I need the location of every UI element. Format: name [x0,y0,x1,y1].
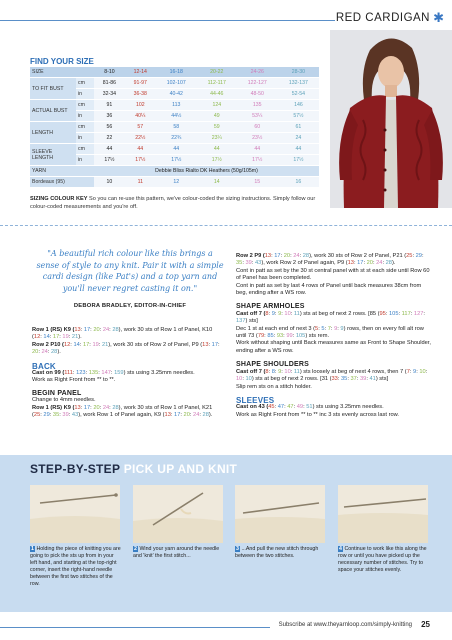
begin-row1: Row 1 (RS) K9 (13: 17: 20: 24: 28), work 30 sts of Row 1 of Panel, K21 (25: 29: 35: 39: 43), work Row 1 of Panel again, K9 (13: 17: 20: 24: 28). [32,404,213,419]
unit: cm [76,100,94,111]
cell: 12 [156,177,197,188]
yarn-value: Debbie Bliss Rialto DK Heathers (50g/105m) [94,166,319,177]
step-photo-4 [338,485,428,543]
size-val: 24 [193,412,200,419]
size-val: 17 [274,253,281,259]
knitting-step-2-image [133,485,223,543]
unit: in [76,133,94,144]
size-val: 79 [257,333,265,340]
size-val: 47 [287,404,294,411]
size-val: 11 [293,310,300,317]
step-text: ...And pull the new stitch through between the two stitches. [235,546,319,559]
size-col: 12-14 [125,67,156,78]
cell: 16 [278,177,319,188]
step-number: 3 [236,546,239,552]
begin-panel-heading: BEGIN PANEL [32,389,82,397]
sleeves-2: Work as Right Front from ** to ** inc 3 sts evenly across last row. [236,411,399,418]
size-val: 20 [366,260,373,267]
size-val: 7 [406,368,410,375]
step-number: 2 [134,546,137,552]
size-val: 29 [415,253,422,259]
table-row [30,122,319,133]
size-val: 43 [255,260,262,267]
step-number: 4 [339,546,342,552]
size-val: 12 [33,334,41,341]
unit: cm [76,78,94,89]
size-val: 17 [357,260,364,267]
size-val: 17 [211,341,218,348]
arm1-pre: Cast off 7 ( [236,310,266,317]
cell: 44 [278,144,319,155]
size-val: 28 [112,327,119,333]
back-cast-on: Cast on 99 (111: 123: 135: 147: 159) sts using 3.25mm needles. [32,370,195,377]
right-row2-mid2: ), work Row 2 of Panel again, P9 ( [261,260,348,267]
size-val: 28 [385,260,392,267]
cell: 32-34 [94,89,125,100]
model-photo [330,30,452,208]
size-val: 105 [389,310,399,317]
cell: 23¼ [197,133,237,144]
size-val: 37 [350,376,357,383]
cell: 44 [94,144,125,155]
size-val: 28 [302,253,310,259]
page-number: 25 [421,620,430,629]
size-val: 35 [236,260,243,267]
size-val: 19 [92,341,99,348]
cell: 17½ [278,155,319,166]
cell: 112-117 [197,78,237,89]
size-val: 29 [43,412,50,419]
knitting-step-3-image [235,485,325,543]
size-val: 28 [202,412,209,419]
arm2-mid: ) rows, then on every foll alt row until 73 ( [236,325,424,340]
step-photo-1 [30,485,120,543]
row2-pre: Row 2 P10 ( [32,341,64,348]
cell: 52-54 [278,89,319,100]
cont-panel-2: Cont in patt as set by last 4 rows of Panel until back measures 38cm from beg, ending after a WS row. [236,282,422,297]
size-header-row [30,67,319,78]
size-val: 28 [51,349,58,356]
star-icon: ✱ [433,10,444,25]
cell: 44-46 [197,89,237,100]
size-col: 28-30 [278,67,319,78]
find-your-size-heading: FIND YOUR SIZE [30,57,94,66]
size-val: 10 [284,310,291,317]
cell: 122-127 [237,78,278,89]
size-val: 10 [419,368,426,375]
sbs-title-a: STEP-BY-STEP [30,462,121,476]
shape-armholes-heading: SHAPE ARMHOLES [236,303,305,311]
sh1-post: ) sts] [375,376,389,383]
size-val: 147 [101,370,111,377]
cell: 23½ [237,133,278,144]
begin-row1-mid2: ), work Row 1 of Panel again, K9 ( [78,412,165,419]
row-label: LENGTH [30,122,76,144]
size-val: 28 [112,404,119,411]
right-row2-mid: ), work 30 sts of Row 2 of Panel, P21 ( [309,253,407,259]
size-val: 13 [347,260,354,267]
size-val: 47 [277,404,285,411]
cell: 53¼ [237,111,278,122]
cell: 102-107 [156,78,197,89]
step-photo-2 [133,485,223,543]
cell: 49 [197,111,237,122]
armholes-1: Cast off 7 (8: 9: 9: 10: 11) sts at beg of next 2 rows. [85 (95: 105: 117: 127: 137) sts] [236,310,426,325]
right-row2-pre: Row 2 P9 ( [236,253,265,259]
page-title: RED CARDIGAN [335,12,430,24]
size-val: 43 [71,412,79,419]
step-caption-3 [235,546,327,560]
size-col: 24-26 [237,67,278,78]
size-val: 7 [327,325,331,332]
knitting-step-1-image [30,485,120,543]
size-val: 105 [295,333,306,340]
size-col: 20-22 [197,67,237,78]
sizing-key-heading: SIZING COLOUR KEY [30,196,88,202]
cell: 11 [125,177,156,188]
size-val: 10 [245,376,252,383]
size-val: 17 [83,404,91,411]
size-val: 135 [88,370,99,377]
size-val: 35 [52,412,60,419]
cell: 48-50 [237,89,278,100]
size-val: 24 [293,253,300,259]
size-val: 51 [306,404,313,411]
step-text: Wind your yarn around the needle and 'knit' the first stitch... [133,546,220,559]
begin-row1-pre: Row 1 (RS) K9 ( [32,404,75,411]
size-val: 20 [183,412,190,419]
cont-panel-1: Cont in patt as set by the 30 st central panel with st st each side until Row 60 of Panel has been completed. [236,267,430,282]
armholes-2: Dec 1 st at each end of next 3 (5: 5: 7: 9: 9) rows, then on every foll alt row until 73 (79: 85: 93: 99: 105) sts rem. [236,325,424,340]
size-val: 13 [164,412,171,419]
size-col: 8-10 [94,67,125,78]
row1-instruction: Row 1 (RS) K9 (13: 17: 20: 24: 28), work 30 sts of Row 1 of Panel, K10 (12: 14: 17: 19: 21). [32,327,213,341]
knitting-step-4-image [338,485,428,543]
size-val: 93 [276,333,284,340]
size-val: 13 [264,253,272,259]
back-post: ) sts using 3.25mm needles. [123,370,195,377]
size-val: 9 [271,310,275,317]
cell: 17½ [94,155,125,166]
left-column [32,327,222,419]
size-val: 24 [102,327,110,333]
size-val: 13 [74,404,81,411]
cell: 58 [156,122,197,133]
size-val: 9 [413,368,417,375]
right-column [236,253,432,419]
size-val: 13 [202,341,209,348]
size-val: 10 [236,376,243,383]
step-number: 1 [31,546,34,552]
row-label: SLEEVE LENGTH [30,144,76,166]
step-photo-3 [235,485,325,543]
size-val: 9 [340,325,344,332]
sleeves-heading: SLEEVES [236,395,275,405]
cell: 91 [94,100,125,111]
footer-rule [0,627,270,628]
size-val: 14 [73,341,80,348]
cell: 44 [125,144,156,155]
size-val: 35 [341,376,348,383]
arm2-post: ) sts rem. [305,333,330,340]
size-val: 11 [293,368,300,375]
step-text: Continue to work like this along the row or until you have picked up the necessary number of stitches. Try to space your stitches evenly. [338,546,427,573]
size-val: 8 [265,310,269,317]
step-caption-4 [338,546,430,574]
header-rule [0,20,335,21]
size-val: 10 [284,368,291,375]
cell: 44 [156,144,197,155]
size-val: 159 [114,370,124,377]
sl1-post: ) sts using 3.25mm needles. [312,404,384,411]
sh1-mid: ) sts loosely at beg of next 4 rows, then 7 ( [299,368,407,375]
table-row [30,177,319,188]
cell: 15 [237,177,278,188]
cell: 14 [197,177,237,188]
size-val: 25 [406,253,413,259]
size-val: 5 [315,325,319,332]
size-val: 9 [278,368,282,375]
sizing-key-text: So you can re-use this pattern, we've colour-coded the sizing instructions. Simply follow our colour-coded measurements and you're off. [30,196,316,210]
table-row [30,78,319,89]
step-caption-2 [133,546,225,560]
unit: cm [76,122,94,133]
size-val: 17 [52,334,60,341]
size-val: 17 [174,412,181,419]
step-text: Holding the piece of knitting you are going to pick the sts up from in your left hand, and starting at the top-right corner, insert the right-hand needle between the first two stitches of the row. [30,546,121,587]
arm1-mid: ) sts at beg of next 2 rows. [85 ( [299,310,380,317]
cell: 102 [125,100,156,111]
editor-quote: "A beautiful rich colour like this brings a sense of style to any knit. Pair it with a simple cardi design (like Pat's) and a top yarn and you'll never regret casting it on." [36,249,224,293]
size-val: 127 [413,310,424,317]
cell: 44½ [156,111,197,122]
yarn-label: YARN [30,166,94,177]
step-caption-1 [30,546,122,588]
quote-attribution: DEBORA BRADLEY, EDITOR-IN-CHIEF [73,303,187,309]
row-label: ACTUAL BUST [30,100,76,122]
row1-post: ), work 30 sts of Row 1 of Panel, K10 ( [32,327,213,341]
cell: 44 [197,144,237,155]
cell: 40¼ [125,111,156,122]
cell: 22 [94,133,125,144]
size-val: 20 [93,404,100,411]
woman-in-red-cardigan-image [330,30,452,208]
size-val: 123 [76,370,86,377]
size-val: 20 [32,349,39,356]
cell: 57½ [278,111,319,122]
sizing-colour-key [30,196,322,211]
size-val: 8 [271,368,275,375]
size-val: 24 [102,404,110,411]
cell: 17½ [125,155,156,166]
armholes-3: Work without shaping until Back measures same as Front to Shape Shoulder, ending after a WS row. [236,340,431,354]
size-val: 14 [43,334,50,341]
unit: in [76,155,94,166]
cell: 57 [125,122,156,133]
cell: 22¾ [156,133,197,144]
size-val: 20 [93,327,100,333]
cell: 113 [156,100,197,111]
cell: 59 [197,122,237,133]
cell: 10 [94,177,125,188]
back-work-as: Work as Right Front from ** to **. [32,377,116,384]
size-val: 25 [33,412,41,419]
right-row2: Row 2 P9 (13: 17: 20: 24: 28), work 30 sts of Row 2 of Panel, P21 (25: 29: 35: 39: 43), work Row 2 of Panel again, P9 (13: 17: 20: 24: 28). [236,253,424,267]
size-val: 33 [331,376,338,383]
begin-change-needles: Change to 4mm needles. [32,397,96,404]
cell: 40-42 [156,89,197,100]
size-val: 24 [376,260,383,267]
back-heading: BACK [32,361,56,371]
unit: in [76,111,94,122]
subscribe-link[interactable]: Subscribe at www.theyarnloop.com/simply-knitting [278,622,412,628]
size-val: 95 [379,310,386,317]
size-table [30,67,319,188]
cell: 36 [94,111,125,122]
cell: 146 [278,100,319,111]
sl1-pre: Cast on 43 ( [236,404,269,411]
cell: 56 [94,122,125,133]
cell: 132-137 [278,78,319,89]
size-val: 12 [63,341,71,348]
cell: 124 [197,100,237,111]
shoulders-2: Slip rem sts on a stitch holder. [236,383,312,390]
size-val: 9 [334,325,338,332]
cell: 60 [237,122,278,133]
size-val: 111 [64,370,73,377]
cell: 24 [278,133,319,144]
cell: 17½ [237,155,278,166]
cell: 22½ [125,133,156,144]
size-val: 17 [83,327,91,333]
row2-instruction: Row 2 P10 (12: 14: 17: 19: 21), work 30 sts of Row 2 of Panel, P9 (13: 17: 20: 24: 28). [32,341,220,356]
size-val: 137 [236,318,246,325]
size-val: 8 [265,368,269,375]
size-val: 20 [283,253,291,259]
table-row [30,100,319,111]
size-val: 99 [286,333,293,340]
row-label: TO FIT BUST [30,78,76,100]
size-val: 5 [321,325,325,332]
size-label: SIZE [30,67,94,78]
size-val: 39 [62,412,69,419]
back-pre: Cast on 99 ( [32,370,65,377]
size-val: 19 [62,334,69,341]
cell: 44 [237,144,278,155]
shoulders-1: Cast off 7 (8: 8: 9: 10: 11) sts loosely at beg of next 4 rows, then 7 (7: 9: 10: 10: 10) sts at beg of next 2 rows. [31 (33: 35: 37: 39: 41) sts] [236,368,428,383]
yarn-row [30,166,319,177]
size-val: 45 [268,404,275,411]
cell: 17½ [156,155,197,166]
size-val: 9 [278,310,282,317]
section-divider [0,225,452,226]
unit: in [76,89,94,100]
cell: 91-97 [125,78,156,89]
unit: cm [76,144,94,155]
size-val: 21 [101,341,109,348]
row1-pre: Row 1 (RS) K9 ( [32,327,75,333]
size-val: 39 [360,376,367,383]
cell: 81-86 [94,78,125,89]
cell: 135 [237,100,278,111]
colour-label: Bordeaux (95) [30,177,94,188]
size-val: 39 [245,260,252,267]
page-header [0,0,452,24]
arm2-pre: Dec 1 st at each end of next 3 ( [236,325,316,332]
size-val: 21 [71,334,79,341]
arm1-post: ) sts] [245,318,258,325]
sbs-title-b: PICK UP AND KNIT [123,462,238,476]
size-val: 13 [74,327,81,333]
sh1-mid2: ) sts at beg of next 2 rows. [31 ( [251,376,332,383]
size-val: 85 [267,333,274,340]
cell: 17½ [197,155,237,166]
cell: 61 [278,122,319,133]
size-val: 41 [369,376,376,383]
sh1-pre: Cast off 7 ( [236,368,266,375]
size-val: 24 [41,349,48,356]
sleeves-1: Cast on 43 (45: 47: 47: 49: 51) sts using 3.25mm needles. [236,404,384,411]
begin-row1-mid: ), work 30 sts of Row 1 of Panel, K21 ( [32,404,213,419]
cell: 36-38 [125,89,156,100]
shape-shoulders-heading: SHAPE SHOULDERS [236,361,310,369]
table-row [30,144,319,155]
size-val: 117 [401,310,411,317]
size-val: 49 [296,404,304,411]
row2-post: ), work 30 sts of Row 2 of Panel, P9 ( [108,341,203,348]
size-val: 17 [82,341,90,348]
step-by-step-title [30,462,237,476]
size-col: 16-18 [156,67,197,78]
